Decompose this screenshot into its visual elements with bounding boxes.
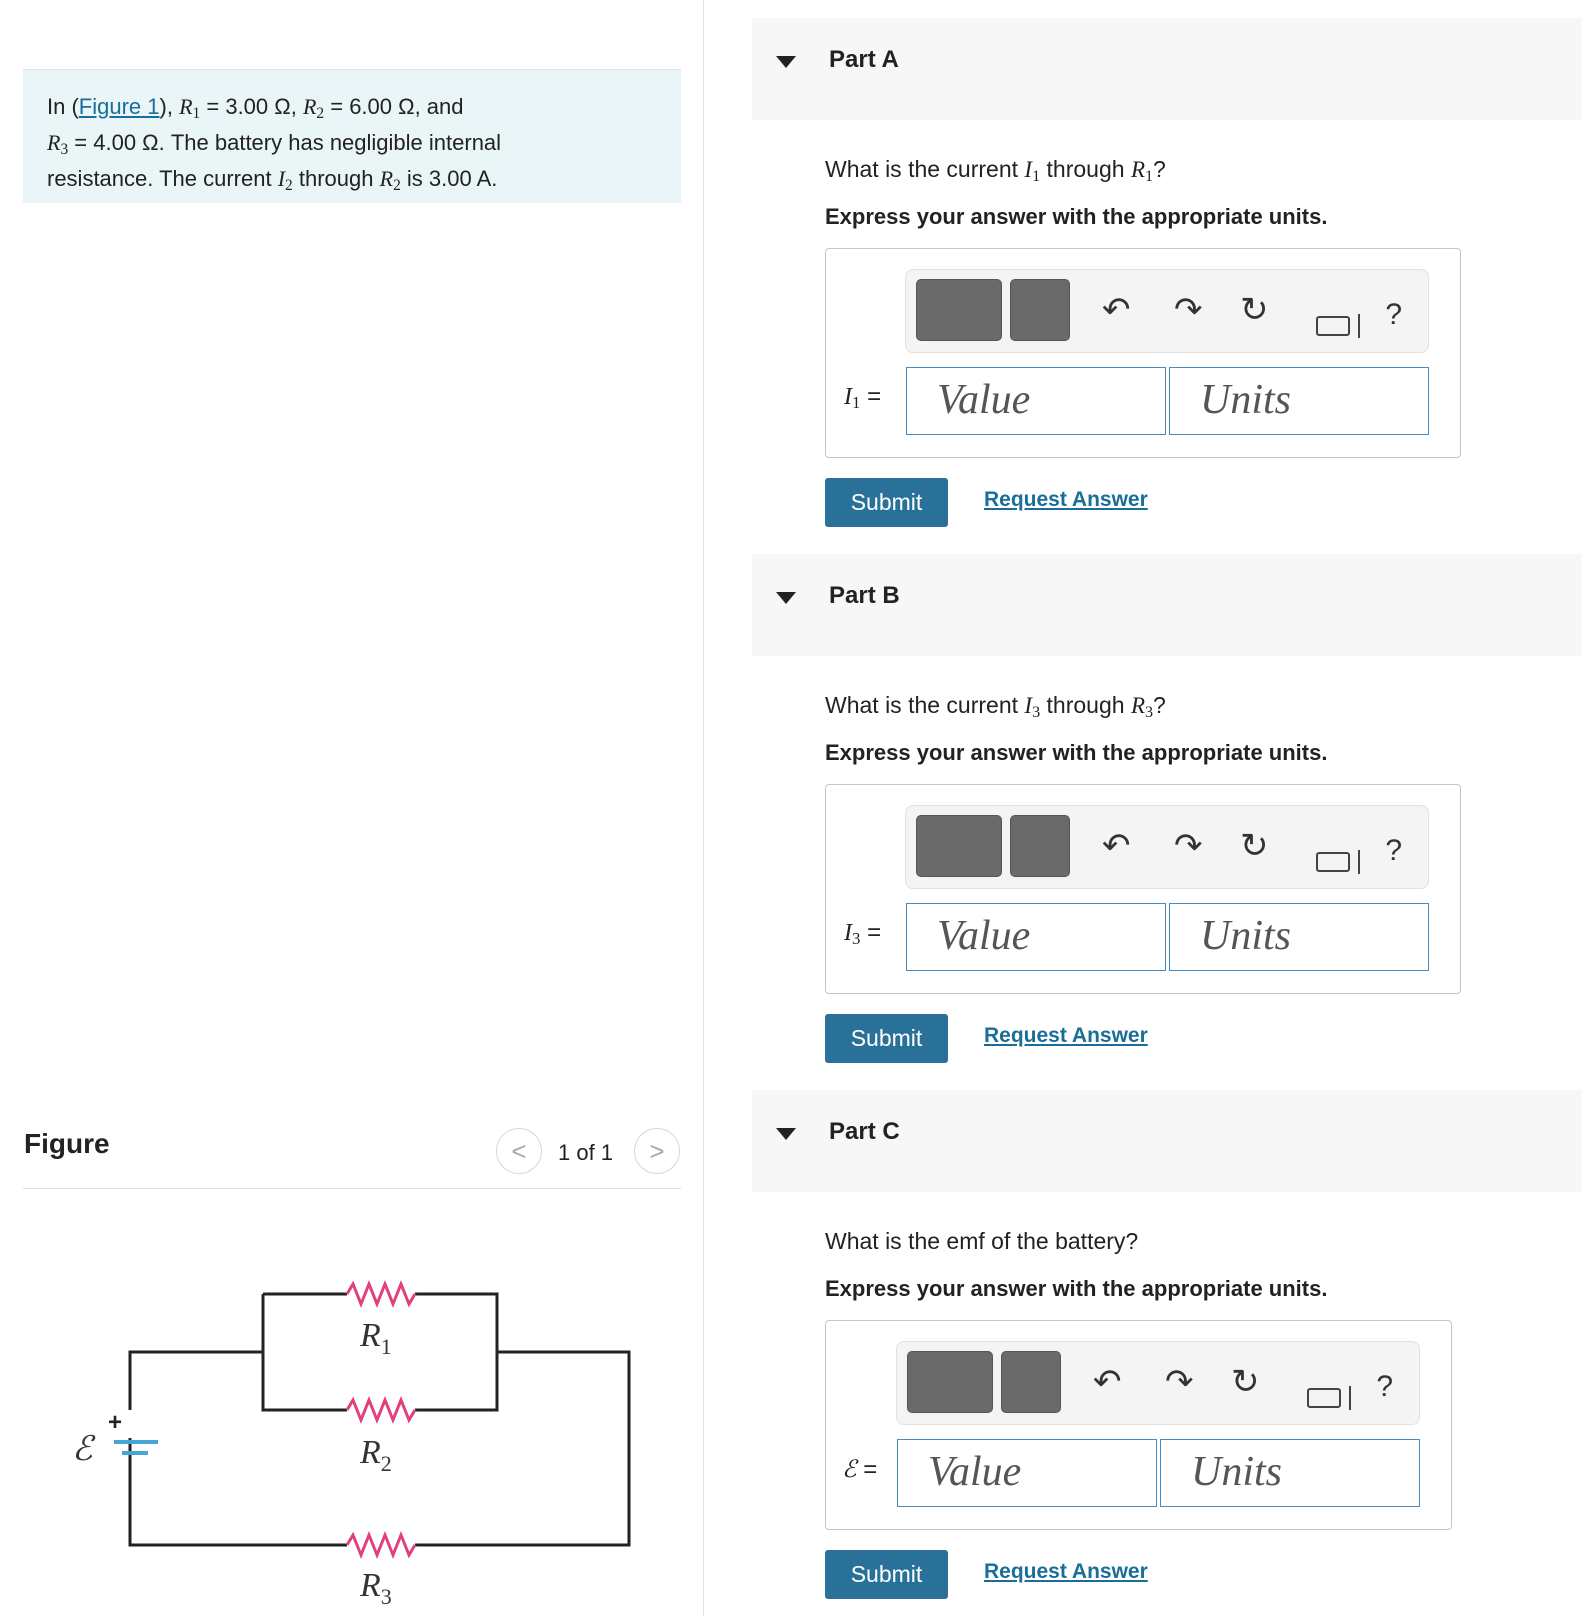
r2-symbol: $R_2$ — [302, 94, 325, 122]
r2-label: $R_2$ — [360, 1434, 392, 1476]
wire — [415, 1352, 629, 1545]
cursor-bar-icon — [1349, 1386, 1351, 1410]
r1-label: $R_1$ — [360, 1317, 392, 1359]
problem-text: through — [298, 165, 374, 191]
battery-plus-sign: + — [108, 1409, 123, 1436]
question-text: What is the emf of the battery? — [825, 1228, 1139, 1254]
units-input[interactable]: Units — [1160, 1439, 1420, 1507]
help-icon[interactable]: ? — [1385, 834, 1402, 867]
variable-label: ℰ = — [842, 1456, 878, 1483]
variable-label: $I_3$ = — [844, 919, 882, 949]
collapse-triangle-icon[interactable] — [776, 592, 796, 604]
r2-value: = 6.00 Ω, and — [330, 94, 464, 119]
undo-icon[interactable]: ↶ — [1093, 1363, 1122, 1401]
undo-icon[interactable]: ↶ — [1102, 291, 1131, 329]
part-a — [752, 18, 1582, 515]
math-toolbar — [896, 1341, 1420, 1425]
problem-text: resistance. The current — [47, 165, 272, 191]
r2-symbol: $R_2$ — [379, 165, 401, 194]
collapse-triangle-icon[interactable] — [776, 1128, 796, 1140]
answer-box — [825, 248, 1461, 458]
math-toolbar — [905, 269, 1429, 353]
question-text: What is the current $I_3$ through $R_3$? — [825, 692, 1166, 722]
instruction-text: Express your answer with the appropriate units. — [825, 1276, 1328, 1301]
units-input[interactable]: Units — [1169, 903, 1429, 971]
part-title: Part C — [829, 1118, 900, 1145]
undo-icon[interactable]: ↶ — [1102, 827, 1131, 865]
r3-value: = 4.00 Ω. The battery has negligible internal — [74, 129, 502, 155]
reset-icon[interactable]: ↻ — [1231, 1363, 1260, 1401]
r3-label: $R_3$ — [360, 1567, 392, 1609]
emf-label: ℰ — [72, 1431, 93, 1468]
redo-icon[interactable]: ↷ — [1174, 291, 1203, 329]
help-icon[interactable]: ? — [1376, 1370, 1393, 1403]
part-c — [752, 1090, 1582, 1587]
answer-box — [825, 1320, 1452, 1530]
part-b-header[interactable] — [752, 554, 1582, 656]
keyboard-icon[interactable] — [1307, 1388, 1341, 1408]
part-c-header[interactable] — [752, 1090, 1582, 1192]
variable-label: $I_1$ = — [844, 383, 882, 413]
templates-button[interactable] — [907, 1351, 993, 1413]
problem-text: is 3.00 A. — [406, 165, 498, 191]
templates-button[interactable] — [916, 815, 1002, 877]
part-title: Part B — [829, 582, 900, 609]
resistor-r3 — [347, 1535, 415, 1555]
prev-figure-button[interactable] — [496, 1128, 542, 1174]
r3-symbol: $R_3$ — [47, 129, 69, 158]
submit-button[interactable]: Submit — [825, 478, 948, 527]
part-b — [752, 554, 1582, 1051]
symbols-button[interactable] — [1001, 1351, 1061, 1413]
part-a-header[interactable] — [752, 18, 1582, 120]
resistor-r2 — [347, 1400, 415, 1420]
figure-link[interactable]: Figure 1 — [78, 94, 160, 119]
collapse-triangle-icon[interactable] — [776, 56, 796, 68]
figure-divider — [23, 1188, 681, 1189]
templates-button[interactable] — [916, 279, 1002, 341]
help-icon[interactable]: ? — [1385, 298, 1402, 331]
problem-text: ), — [159, 94, 173, 119]
reset-icon[interactable]: ↻ — [1240, 291, 1269, 329]
value-input[interactable]: Value — [897, 1439, 1157, 1507]
figure-title: Figure — [24, 1128, 110, 1159]
question-text: What is the current $I_1$ through $R_1$? — [825, 156, 1166, 186]
chevron-left-icon: < — [511, 1135, 527, 1166]
math-toolbar — [905, 805, 1429, 889]
resistor-r1 — [347, 1284, 415, 1304]
keyboard-icon[interactable] — [1316, 316, 1350, 336]
value-input[interactable]: Value — [906, 903, 1166, 971]
units-input[interactable]: Units — [1169, 367, 1429, 435]
circuit-diagram — [60, 1260, 640, 1610]
wire — [130, 1438, 347, 1545]
request-answer-link[interactable]: Request Answer — [984, 1024, 1148, 1047]
wire — [415, 1294, 497, 1410]
r1-symbol: $R_1$ — [179, 94, 201, 122]
r1-value: = 3.00 Ω, — [206, 94, 297, 119]
problem-text: In ( — [47, 94, 79, 119]
next-figure-button[interactable] — [634, 1128, 680, 1174]
part-title: Part A — [829, 46, 899, 73]
reset-icon[interactable]: ↻ — [1240, 827, 1269, 865]
request-answer-link[interactable]: Request Answer — [984, 488, 1148, 511]
wire — [130, 1352, 263, 1410]
redo-icon[interactable]: ↷ — [1174, 827, 1203, 865]
submit-button[interactable]: Submit — [825, 1014, 948, 1063]
symbols-button[interactable] — [1010, 815, 1070, 877]
symbols-button[interactable] — [1010, 279, 1070, 341]
i2-symbol: $I_2$ — [277, 165, 293, 194]
submit-button[interactable]: Submit — [825, 1550, 948, 1599]
value-input[interactable]: Value — [906, 367, 1166, 435]
redo-icon[interactable]: ↷ — [1165, 1363, 1194, 1401]
column-divider — [703, 0, 704, 1616]
figure-pager: 1 of 1 — [558, 1140, 614, 1165]
cursor-bar-icon — [1358, 850, 1360, 874]
instruction-text: Express your answer with the appropriate units. — [825, 740, 1328, 765]
instruction-text: Express your answer with the appropriate units. — [825, 204, 1328, 229]
wire — [263, 1294, 347, 1410]
cursor-bar-icon — [1358, 314, 1360, 338]
problem-statement — [23, 69, 681, 203]
chevron-right-icon: > — [649, 1135, 665, 1166]
keyboard-icon[interactable] — [1316, 852, 1350, 872]
request-answer-link[interactable]: Request Answer — [984, 1560, 1148, 1583]
answer-box — [825, 784, 1461, 994]
